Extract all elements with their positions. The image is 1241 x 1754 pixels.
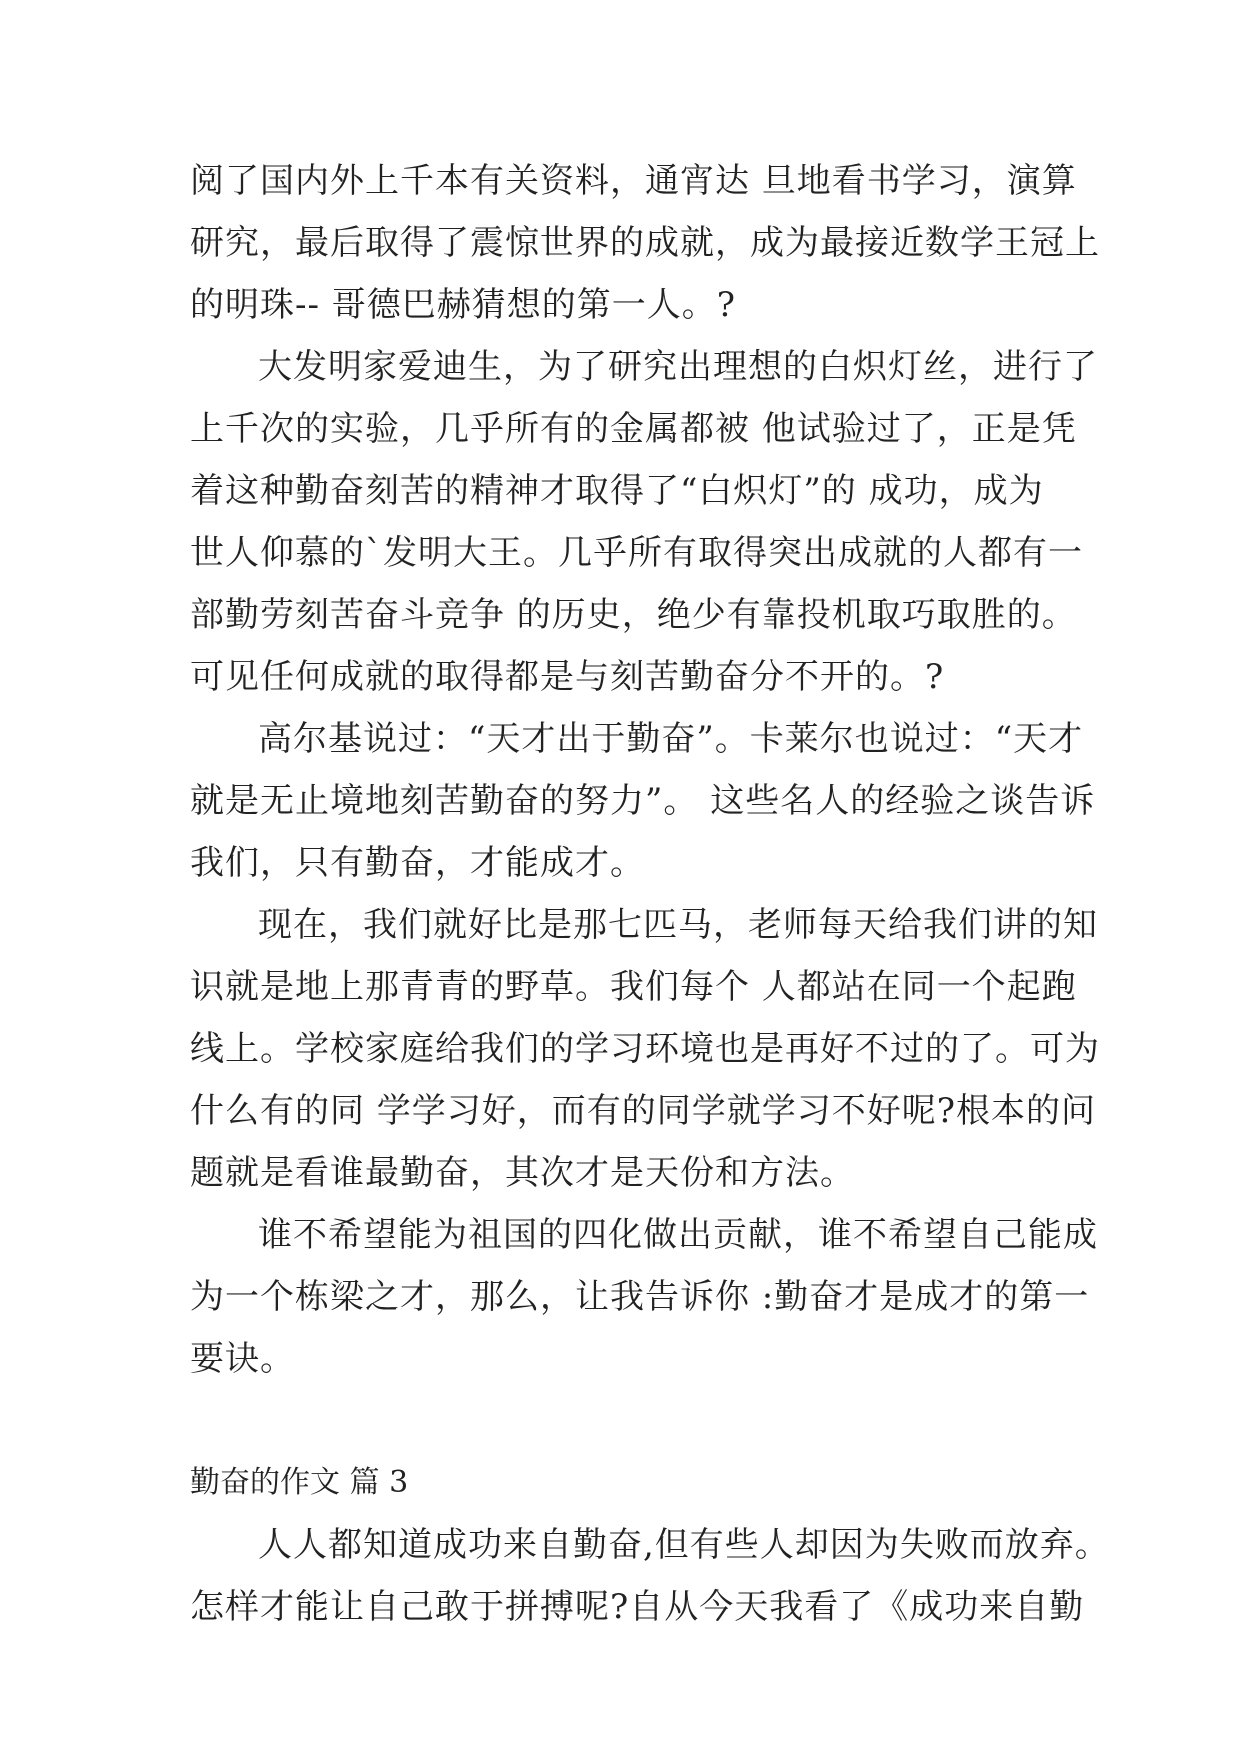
blank-gap [190,1390,1050,1452]
text-line: 研究，最后取得了震惊世界的成就，成为最接近数学王冠上 [190,223,1100,263]
paragraph-4 [190,894,1100,1204]
text-line: 着这种勤奋刻苦的精神才取得了“白炽灯”的 成功，成为 [190,471,1044,511]
paragraph-1 [190,150,1100,336]
text-line: 怎样才能让自己敢于拼搏呢?自从今天我看了《成功来自勤 [190,1587,1085,1627]
document-page [190,150,1110,1638]
paragraph-2 [190,336,1098,708]
text-line: 的明珠-- 哥德巴赫猜想的第一人。? [190,285,737,325]
paragraph-5 [190,1204,1098,1390]
text-line: 可见任何成就的取得都是与刻苦勤奋分不开的。? [190,657,945,697]
text-line: 大发明家爱迪生，为了研究出理想的白炽灯丝，进行了 [258,347,1098,387]
section-heading: 勤奋的作文 篇 3 [190,1465,409,1500]
text-line: 为一个栋梁之才，那么，让我告诉你 :勤奋才是成才的第一 [190,1277,1090,1317]
text-line: 阅了国内外上千本有关资料，通宵达 旦地看书学习，演算 [190,161,1077,201]
text-line: 线上。学校家庭给我们的学习环境也是再好不过的了。可为 [190,1029,1100,1069]
text-line: 要诀。 [190,1339,295,1379]
text-line: 现在，我们就好比是那七匹马，老师每天给我们讲的知 [258,905,1098,945]
text-line: 人人都知道成功来自勤奋,但有些人却因为失败而放弃。 [258,1525,1110,1565]
text-line: 部勤劳刻苦奋斗竞争 的历史，绝少有靠投机取巧取胜的。 [190,595,1077,635]
text-line: 题就是看谁最勤奋，其次才是天份和方法。 [190,1153,855,1193]
text-line: 什么有的同 学学习好，而有的同学就学习不好呢?根本的问 [190,1091,1097,1131]
text-line: 识就是地上那青青的野草。我们每个 人都站在同一个起跑 [190,967,1077,1007]
text-line: 世人仰慕的`发明大王。几乎所有取得突出成就的人都有一 [190,533,1083,573]
text-line: 就是无止境地刻苦勤奋的努力”。 这些名人的经验之谈告诉 [190,781,1096,821]
paragraph-6 [190,1514,1110,1638]
text-line: 谁不希望能为祖国的四化做出贡献，谁不希望自己能成 [258,1215,1098,1255]
paragraph-3 [190,708,1096,894]
text-line: 我们，只有勤奋，才能成才。 [190,843,645,883]
text-line: 高尔基说过：“天才出于勤奋”。卡莱尔也说过：“天才 [258,719,1084,759]
text-line: 上千次的实验，几乎所有的金属都被 他试验过了，正是凭 [190,409,1077,449]
